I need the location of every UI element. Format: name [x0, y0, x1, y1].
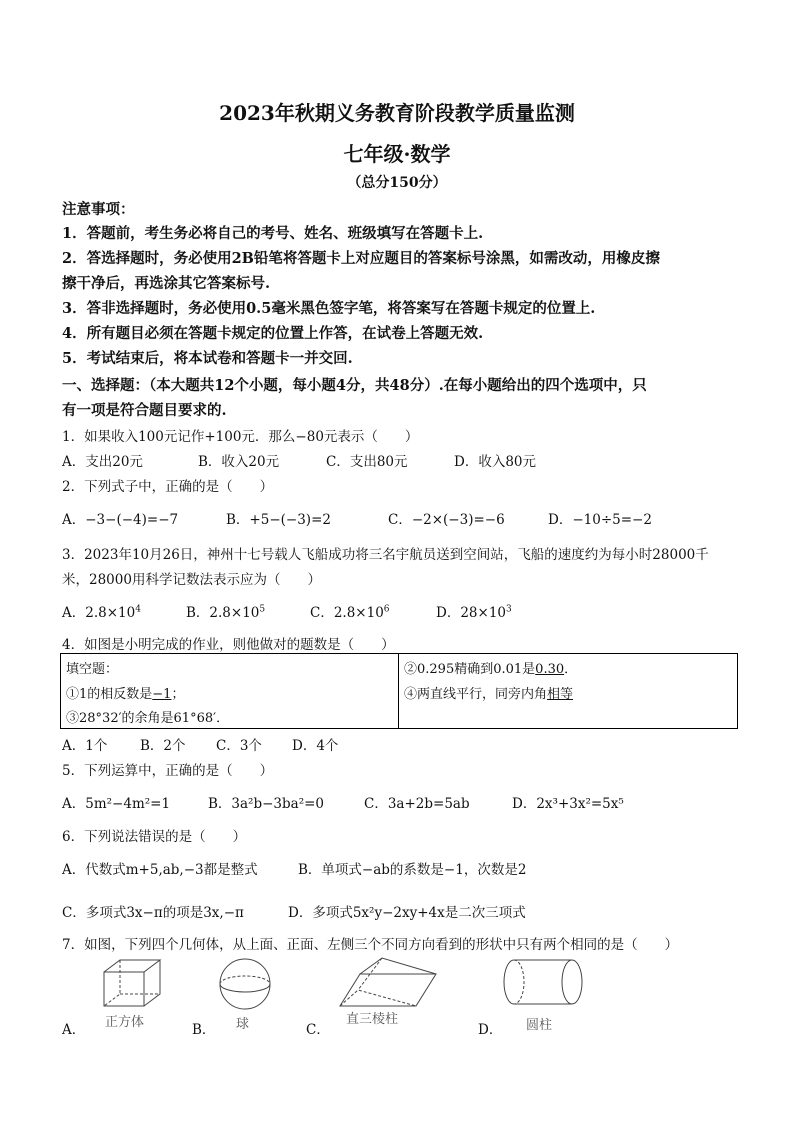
q4-option-a: A．1个	[62, 738, 108, 754]
q4-stem: 4．如图是小明完成的作业，则他做对的题数是（ ）	[62, 637, 395, 653]
cube-figure	[100, 958, 164, 1008]
q4-homework-box	[60, 653, 738, 729]
q5-option-a: A．5m²−4m²=1	[62, 796, 171, 812]
q4-box-item-2: ②0.295精确到0.01是0.30．	[404, 662, 578, 677]
q4-option-c: C．3个	[216, 738, 262, 754]
note-item-3: 3．答非选择题时，务必使用0.5毫米黑色签字笔，将答案写在答题卡规定的位置上.	[62, 300, 596, 317]
section1-heading: 一、选择题：（本大题共12个小题，每小题4分，共48分）.在每小题给出的四个选项中，只	[62, 377, 647, 394]
q2-option-b: B．+5−(−3)=2	[226, 512, 331, 528]
q4-box-item-4: ④两直线平行，同旁内角相等	[404, 687, 574, 702]
q6-stem: 6．下列说法错误的是（ ）	[62, 829, 247, 845]
q3-stem-line2: 米，28000用科学记数法表示应为（ ）	[62, 572, 321, 588]
q3-option-b: B．$2.8\times 10^5$	[186, 604, 266, 621]
sphere-label: 球	[236, 1017, 250, 1032]
q1-option-a: A．支出20元	[62, 454, 143, 470]
note-item-2-cont: 擦干净后，再选涂其它答案标号.	[62, 275, 271, 292]
q7-option-b: B．	[192, 1022, 216, 1038]
q5-option-b: B．3a²b−3ba²=0	[208, 796, 325, 812]
notes-heading: 注意事项：	[62, 201, 135, 218]
q6-option-a: A．代数式m+5,ab,−3都是整式	[62, 862, 258, 878]
note-item-1: 1．答题前，考生务必将自己的考号、姓名、班级填写在答题卡上.	[62, 225, 484, 242]
exam-title: 2023年秋期义务教育阶段教学质量监测	[219, 101, 575, 125]
q1-option-d: D．收入80元	[454, 454, 537, 470]
q6-option-c: C．多项式3x−π的项是3x,−π	[62, 905, 244, 921]
q7-option-d: D．	[478, 1022, 503, 1038]
q4-box-heading: 填空题：	[66, 662, 119, 677]
prism-label: 直三棱柱	[346, 1012, 399, 1027]
q2-option-d: D．−10÷5=−2	[548, 512, 652, 528]
q7-option-c: C．	[306, 1022, 330, 1038]
cylinder-label: 圆柱	[526, 1018, 553, 1033]
q7-option-a: A．	[62, 1022, 86, 1038]
q3-option-d: D．$28\times 10^3$	[436, 604, 512, 621]
q1-option-b: B．收入20元	[198, 454, 280, 470]
q7-stem: 7．如图，下列四个几何体，从上面、正面、左侧三个不同方向看到的形状中只有两个相同的是（ ）	[62, 937, 679, 953]
q3-option-c: C．$2.8\times 10^6$	[310, 604, 390, 621]
q6-option-d: D．多项式5x²y−2xy+4x是二次三项式	[288, 905, 526, 921]
q3-option-a: A．$2.8\times 10^4$	[62, 604, 141, 621]
q2-option-a: A．−3−(−4)=−7	[62, 512, 179, 528]
q4-box-divider	[398, 654, 399, 728]
cube-label: 正方体	[105, 1015, 145, 1030]
note-item-5: 5．考试结束后，将本试卷和答题卡一并交回.	[62, 350, 353, 367]
exam-total-score: （总分150分）	[347, 175, 447, 191]
q2-stem: 2．下列式子中，正确的是（ ）	[62, 479, 274, 495]
q4-box-item-1: ①1的相反数是−1；	[66, 687, 185, 702]
prism-figure	[336, 956, 440, 1010]
note-item-2: 2．答选择题时，务必使用2B铅笔将答题卡上对应题目的答案标号涂黑，如需改动，用橡皮擦	[62, 250, 660, 267]
q1-option-c: C．支出80元	[326, 454, 408, 470]
exam-subtitle: 七年级·数学	[343, 142, 451, 166]
q4-option-d: D．4个	[292, 738, 339, 754]
q4-option-b: B．2个	[140, 738, 186, 754]
q5-stem: 5．下列运算中，正确的是（ ）	[62, 763, 274, 779]
note-item-4: 4．所有题目必须在答题卡规定的位置上作答，在试卷上答题无效.	[62, 325, 484, 342]
sphere-figure	[217, 956, 273, 1012]
q3-stem-line1: 3．2023年10月26日，神州十七号载人飞船成功将三名宇航员送到空间站，飞船的速度约为每小时28000千	[62, 547, 709, 563]
q1-stem: 1．如果收入100元记作+100元．那么−80元表示（ ）	[62, 429, 419, 445]
cylinder-figure	[502, 956, 584, 1008]
q4-box-item-3: ③28°32′的余角是61°68′．	[66, 711, 230, 726]
section1-heading-cont: 有一项是符合题目要求的.	[62, 402, 227, 419]
q5-option-d: D．2x³+3x²=5x⁵	[512, 796, 624, 812]
q2-option-c: C．−2×(−3)=−6	[388, 512, 505, 528]
q5-option-c: C．3a+2b=5ab	[364, 796, 470, 812]
q6-option-b: B．单项式−ab的系数是−1，次数是2	[298, 862, 527, 878]
